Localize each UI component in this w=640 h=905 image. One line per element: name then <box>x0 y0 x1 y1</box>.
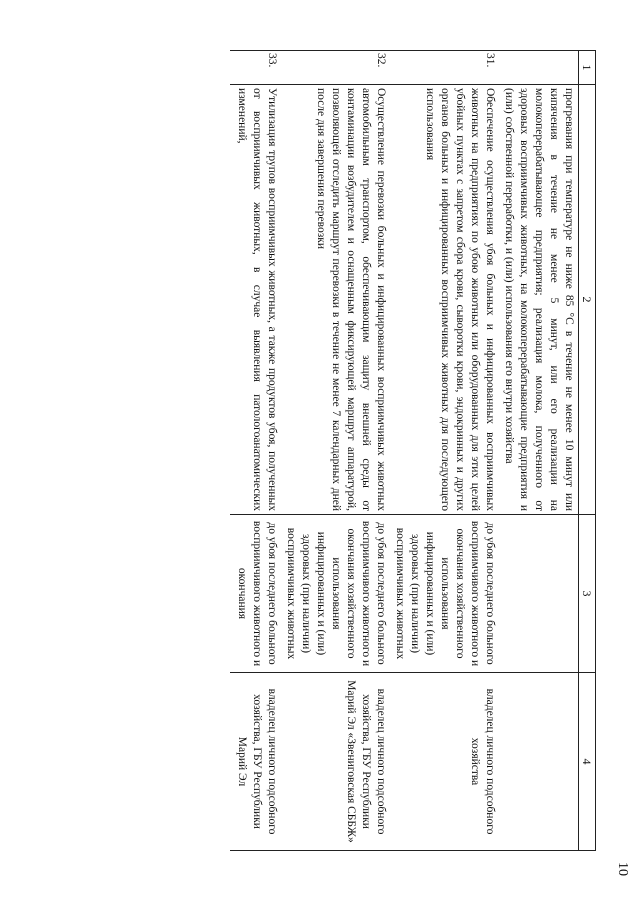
responsible-text: владелец личного подсобного хозяйства <box>388 673 497 851</box>
row-number: 31. <box>388 51 497 85</box>
term-text <box>497 515 579 673</box>
term-text: до убоя последнего больного восприимчивого животного и окончания хозяйственного использования инфицированных и (или) здоровых (при наличии) восприимчивых животных <box>388 515 497 673</box>
responsible-text: владелец личного подсобного хозяйства, ГБУ Республики Марий Эл «Звениговская СББЖ» <box>279 673 388 851</box>
measure-text: Утилизация трупов восприимчивых животных, а также продуктов убоя, полученных от восприимчивых животных, в случае выявления патологоанатомических изменений, <box>230 85 279 515</box>
row-number: 33. <box>230 51 279 85</box>
responsible-text <box>497 673 579 851</box>
table-row <box>497 51 579 851</box>
measure-text: прогревания при температуре не ниже 85 °С в течение не менее 10 минут или кипячения в течение не менее 5 минут, или его реализации на молокоперерабатывающее предприятия; реализация молока, полученного от здоровых восприимчивых животных, на молокоперерабатывающие предприятия и (или) собственной переработки, и (или) использования его внутри хозяйства <box>497 85 579 515</box>
table-row <box>279 51 388 851</box>
column-header-1: 1 <box>579 51 596 85</box>
measure-text: Обеспечение осуществления убоя больных и инфицированных восприимчивых животных на предприятиях по убою животных или оборудованных для этих целей убойных пунктах с запретом сбора крови, сыворотки крови, эндокринных и других органов больных и инфицированных восприимчивых животных для последующего использования <box>388 85 497 515</box>
measures-table <box>230 50 596 851</box>
table-row <box>388 51 497 851</box>
column-header-4: 4 <box>579 673 596 851</box>
table-header-row <box>579 51 596 851</box>
term-text: до убоя последнего больного восприимчивого животного и окончания <box>230 515 279 673</box>
column-header-3: 3 <box>579 515 596 673</box>
measure-text: Осуществление перевозки больных и инфицированных восприимчивых животных автомобильным транспортом, обеспечивающим защиту внешней среды от контаминации возбудителем и оснащенным фиксирующей маршрут аппаратурой, позволяющей отследить маршрут перевозки в течение не менее 7 календарных дней после дня завершения перевозки <box>279 85 388 515</box>
row-number <box>497 51 579 85</box>
responsible-text: владелец личного подсобного хозяйства, ГБУ Республики Марий Эл <box>230 673 279 851</box>
page-number: 10 <box>615 862 630 876</box>
column-header-2: 2 <box>579 85 596 515</box>
term-text: до убоя последнего больного восприимчивого животного и окончания хозяйственного использования инфицированных и (или) здоровых (при наличии) восприимчивых животных <box>279 515 388 673</box>
table-row <box>230 51 279 851</box>
row-number: 32. <box>279 51 388 85</box>
